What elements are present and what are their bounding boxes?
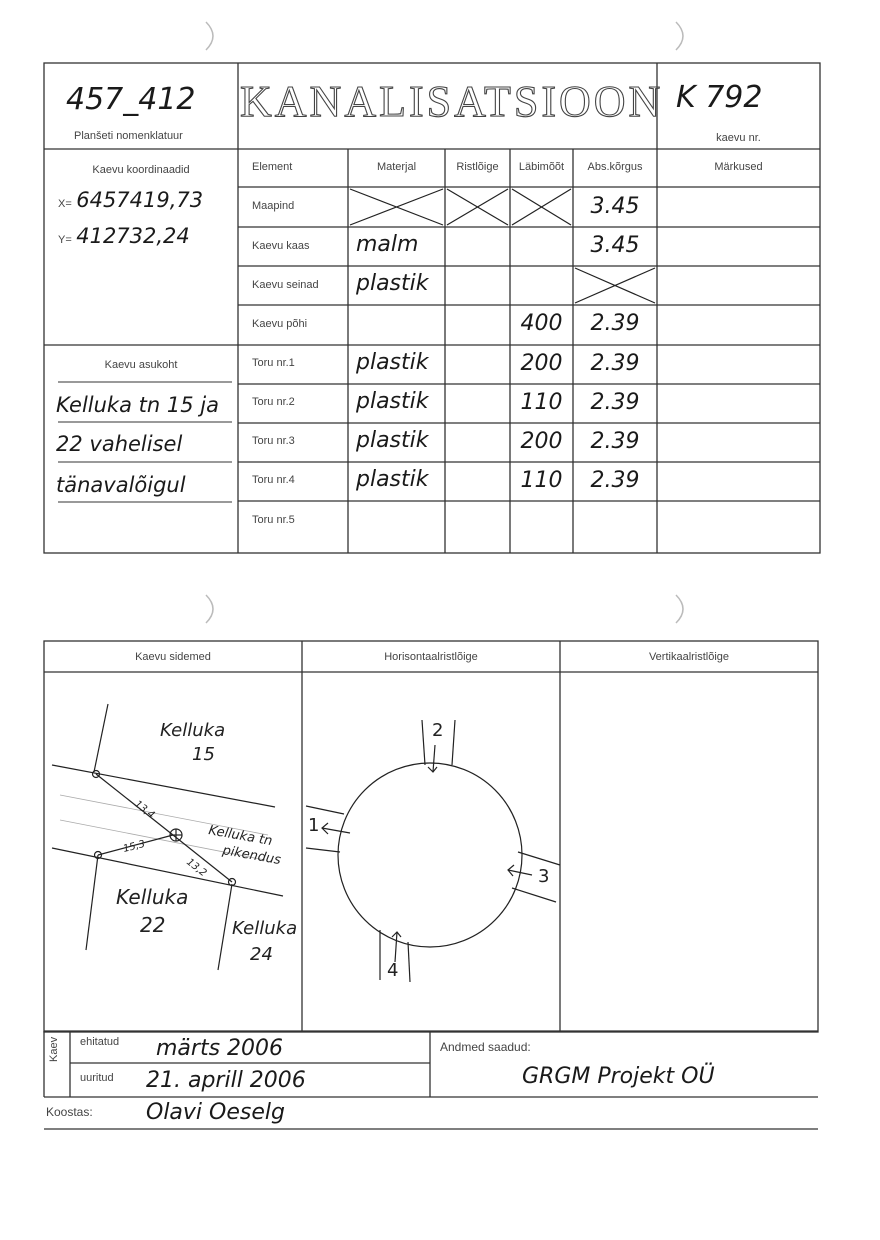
plot-line-2 <box>86 855 98 950</box>
pipe-3-label: 3 <box>538 866 550 887</box>
row-element: Kaevu põhi <box>252 318 308 330</box>
section-title-horizontal: Horisontaalristlõige <box>384 651 478 663</box>
built-label: ehitatud <box>80 1036 120 1048</box>
row-material: plastik <box>356 428 429 453</box>
location-label: Kaevu asukoht <box>104 359 178 371</box>
label-kelluka-24: Kelluka <box>232 918 298 939</box>
row-element: Toru nr.3 <box>252 435 295 447</box>
pipe-2-line <box>422 720 425 765</box>
label-kelluka-15: Kelluka <box>160 720 226 741</box>
surveyed-label: uuritud <box>80 1072 114 1084</box>
column-header-notes: Märkused <box>714 161 763 173</box>
sheet-nomenclature-label: Planšeti nomenklatuur <box>74 130 183 142</box>
label-distance-1: 13,4 <box>132 798 157 822</box>
coordinate-y-value: 412732,24 <box>76 224 190 248</box>
row-element: Maapind <box>252 200 295 212</box>
built-value: märts 2006 <box>156 1036 284 1061</box>
row-element: Toru nr.4 <box>252 474 295 486</box>
column-header-element: Element <box>252 161 293 173</box>
plot-line-3 <box>218 884 232 970</box>
data-source-value: GRGM Projekt OÜ <box>522 1064 715 1089</box>
sketch-section <box>0 630 880 1050</box>
footer-well-label: Kaev <box>48 1036 60 1062</box>
street-line-1 <box>52 765 275 807</box>
coordinate-y <box>58 224 190 248</box>
coordinate-x-prefix: X= <box>58 198 72 210</box>
column-header-material: Materjal <box>376 161 417 173</box>
coordinate-x-value: 6457419,73 <box>76 188 204 212</box>
column-header-diameter: Läbimõõt <box>518 161 565 173</box>
label-distance-3: 13,2 <box>184 856 209 880</box>
row-height: 3.45 <box>590 233 640 258</box>
pipe-1-label: 1 <box>308 815 320 836</box>
pipe-2-arrow <box>433 745 435 772</box>
pipe-4-label: 4 <box>387 960 399 981</box>
row-height: 2.39 <box>590 351 640 376</box>
label-kelluka-24-number: 24 <box>250 944 273 965</box>
pipe-2-line <box>452 720 455 765</box>
label-kelluka-22-number: 22 <box>140 913 166 937</box>
row-material: plastik <box>356 271 429 296</box>
pipe-2-label: 2 <box>432 720 444 741</box>
location-line-3: tänavalõigul <box>56 473 186 497</box>
coordinate-y-prefix: Y= <box>58 234 72 246</box>
manhole-circle <box>338 763 522 947</box>
page-title: KANALISATSIOON <box>240 77 664 126</box>
surveyed-value: 21. aprill 2006 <box>146 1068 306 1093</box>
location-line-1: Kelluka tn 15 ja <box>56 393 219 417</box>
section-title-vertical: Vertikaalristlõige <box>648 651 730 663</box>
label-kelluka-15-number: 15 <box>192 744 215 765</box>
row-diameter: 110 <box>520 390 563 415</box>
row-material: plastik <box>356 350 429 375</box>
author-value: Olavi Oeselg <box>146 1100 285 1125</box>
row-element: Kaevu seinad <box>252 279 319 291</box>
row-diameter: 200 <box>520 429 563 454</box>
row-material: plastik <box>356 467 429 492</box>
pipe-3-line <box>518 852 560 865</box>
row-diameter: 200 <box>520 351 563 376</box>
row-element: Toru nr.1 <box>252 357 295 369</box>
row-height: 3.45 <box>590 194 640 219</box>
row-element: Toru nr.5 <box>252 514 295 526</box>
section-title-connections: Kaevu sidemed <box>135 651 211 663</box>
row-diameter: 400 <box>520 311 563 336</box>
label-distance-2: 15,3 <box>122 838 147 855</box>
author-label: Koostas: <box>46 1105 93 1119</box>
pipe-1-line <box>306 806 344 814</box>
sheet-nomenclature-value: 457_412 <box>66 82 196 117</box>
row-material: plastik <box>356 389 429 414</box>
label-kelluka-22: Kelluka <box>116 885 189 909</box>
plot-line-1 <box>94 704 108 772</box>
well-number-value: K 792 <box>676 80 763 115</box>
column-header-abs-height: Abs.kõrgus <box>587 161 643 173</box>
pipe-3-line <box>512 888 556 902</box>
coordinate-x <box>58 188 203 212</box>
well-number-label: kaevu nr. <box>716 132 761 144</box>
data-source-label: Andmed saadud: <box>440 1040 531 1054</box>
coordinates-label: Kaevu koordinaadid <box>92 164 190 176</box>
row-height: 2.39 <box>590 468 640 493</box>
row-material: malm <box>356 232 419 257</box>
pipe-1-line <box>306 848 340 852</box>
row-height: 2.39 <box>590 429 640 454</box>
column-header-cross-section: Ristlõige <box>456 161 499 173</box>
pipe-4-line <box>408 942 410 982</box>
location-line-2: 22 vahelisel <box>56 432 183 456</box>
horizontal-cross-section <box>306 720 560 982</box>
row-height: 2.39 <box>590 390 640 415</box>
label-street-name: Kelluka tn <box>207 823 274 850</box>
row-element: Toru nr.2 <box>252 396 295 408</box>
row-diameter: 110 <box>520 468 563 493</box>
label-street-extension: pikendus <box>221 843 282 869</box>
pipe-4-arrow <box>395 932 397 962</box>
row-height: 2.39 <box>590 311 640 336</box>
row-element: Kaevu kaas <box>252 240 310 252</box>
